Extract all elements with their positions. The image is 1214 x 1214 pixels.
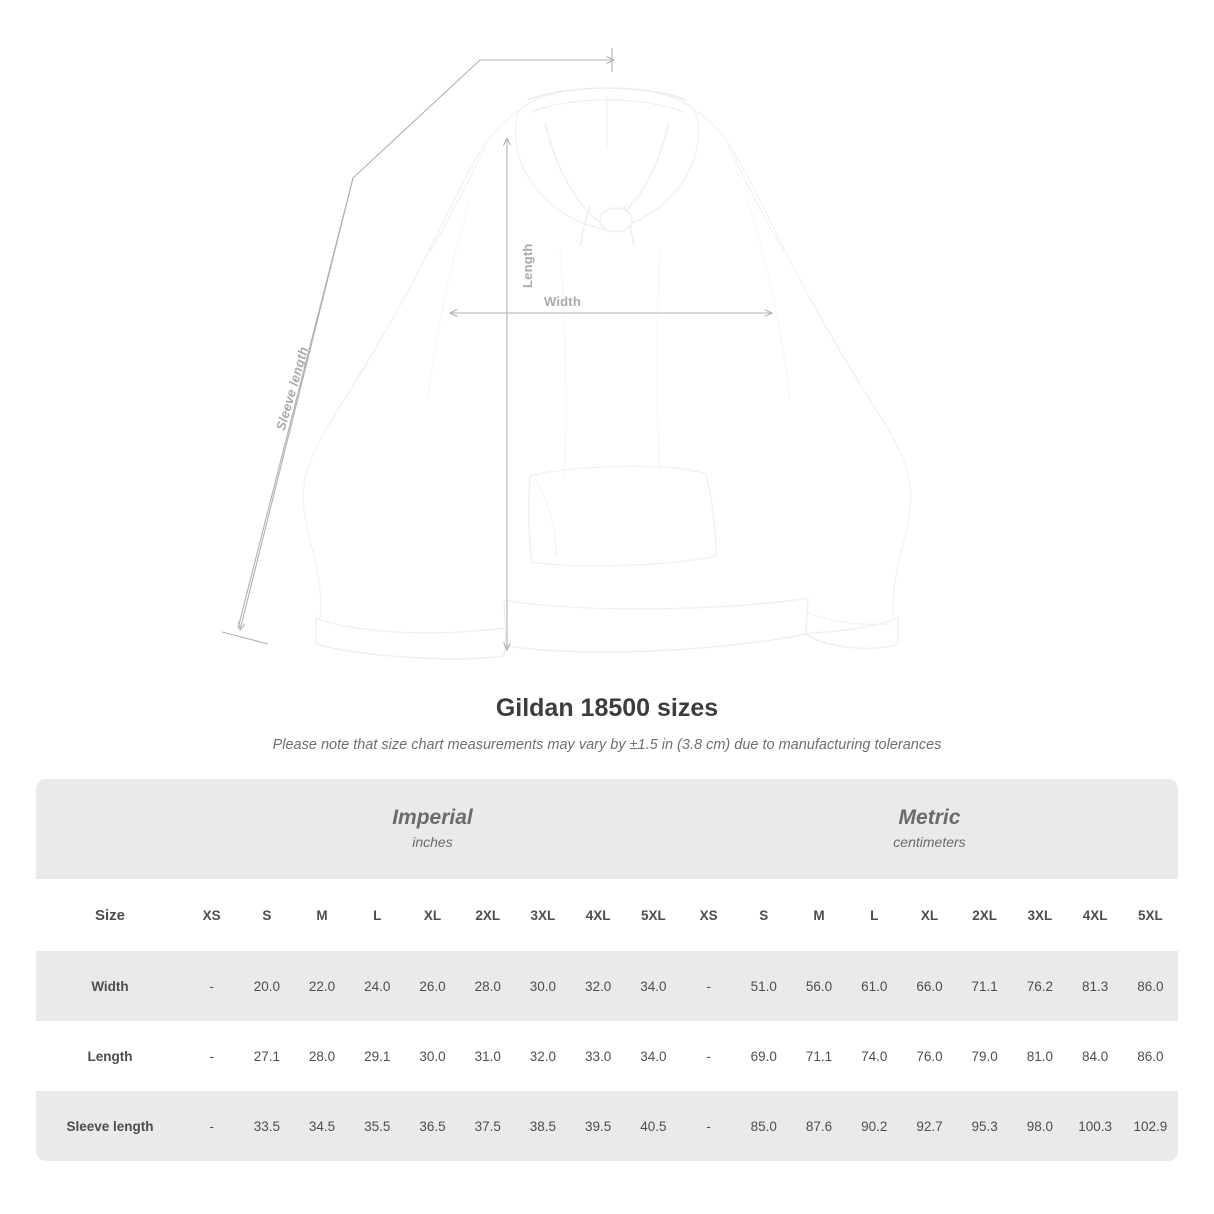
table-row (36, 951, 1178, 1021)
length-label: Length (520, 243, 535, 288)
cell-sleeve-metric-l: 90.2 (847, 1091, 902, 1161)
cell-width-imperial-s: 20.0 (239, 951, 294, 1021)
cell-sleeve-imperial-5xl: 40.5 (626, 1091, 681, 1161)
cell-length-metric-xl: 76.0 (902, 1021, 957, 1091)
size-header-label: Size (36, 879, 184, 951)
hoodie-shape (303, 88, 911, 659)
row-label-sleeve-length: Sleeve length (36, 1091, 184, 1161)
cell-sleeve-metric-xs: - (681, 1091, 736, 1161)
cell-length-imperial-s: 27.1 (239, 1021, 294, 1091)
cell-width-imperial-4xl: 32.0 (571, 951, 626, 1021)
cell-length-imperial-xl: 30.0 (405, 1021, 460, 1091)
cell-sleeve-imperial-l: 35.5 (350, 1091, 405, 1161)
cell-sleeve-imperial-s: 33.5 (239, 1091, 294, 1161)
cell-width-metric-m: 56.0 (791, 951, 846, 1021)
cell-width-metric-4xl: 81.3 (1068, 951, 1123, 1021)
size-header-metric-xl: XL (902, 879, 957, 951)
page-title: Gildan 18500 sizes (495, 694, 719, 722)
size-header-metric-5xl: 5XL (1123, 879, 1178, 951)
cell-width-metric-3xl: 76.2 (1012, 951, 1067, 1021)
size-header-metric-m: M (791, 879, 846, 951)
cell-width-metric-l: 61.0 (847, 951, 902, 1021)
size-header-imperial-l: L (350, 879, 405, 951)
size-header-imperial-5xl: 5XL (626, 879, 681, 951)
row-label-length: Length (36, 1021, 184, 1091)
cell-length-metric-xs: - (681, 1021, 736, 1091)
unit-group-imperial-sub: inches (412, 833, 453, 850)
cell-length-imperial-xs: - (184, 1021, 239, 1091)
unit-group-imperial-name: Imperial (392, 805, 473, 829)
cell-length-metric-m: 71.1 (791, 1021, 846, 1091)
cell-width-metric-2xl: 71.1 (957, 951, 1012, 1021)
size-table (36, 779, 1178, 1161)
cell-length-imperial-m: 28.0 (294, 1021, 349, 1091)
cell-width-imperial-l: 24.0 (350, 951, 405, 1021)
cell-length-metric-4xl: 84.0 (1068, 1021, 1123, 1091)
sleeve-length-label: Sleeve length (273, 344, 312, 433)
cell-sleeve-imperial-xs: - (184, 1091, 239, 1161)
size-header-imperial-m: M (294, 879, 349, 951)
cell-width-imperial-m: 22.0 (294, 951, 349, 1021)
cell-sleeve-metric-s: 85.0 (736, 1091, 791, 1161)
cell-width-imperial-5xl: 34.0 (626, 951, 681, 1021)
size-header-metric-2xl: 2XL (957, 879, 1012, 951)
cell-sleeve-metric-m: 87.6 (791, 1091, 846, 1161)
cell-sleeve-imperial-4xl: 39.5 (571, 1091, 626, 1161)
cell-length-metric-s: 69.0 (736, 1021, 791, 1091)
cell-width-imperial-xl: 26.0 (405, 951, 460, 1021)
size-header-imperial-4xl: 4XL (571, 879, 626, 951)
cell-sleeve-metric-3xl: 98.0 (1012, 1091, 1067, 1161)
size-header-imperial-xs: XS (184, 879, 239, 951)
cell-sleeve-metric-5xl: 102.9 (1123, 1091, 1178, 1161)
table-row (36, 1091, 1178, 1161)
cell-width-imperial-xs: - (184, 951, 239, 1021)
unit-spacer-cell (36, 779, 184, 879)
cell-length-metric-5xl: 86.0 (1123, 1021, 1178, 1091)
size-header-row (36, 879, 1178, 951)
cell-sleeve-imperial-xl: 36.5 (405, 1091, 460, 1161)
cell-sleeve-metric-4xl: 100.3 (1068, 1091, 1123, 1161)
size-header-imperial-s: S (239, 879, 294, 951)
size-header-metric-s: S (736, 879, 791, 951)
size-header-imperial-3xl: 3XL (515, 879, 570, 951)
cell-sleeve-imperial-3xl: 38.5 (515, 1091, 570, 1161)
size-header-imperial-xl: XL (405, 879, 460, 951)
size-header-metric-l: L (847, 879, 902, 951)
cell-width-imperial-3xl: 30.0 (515, 951, 570, 1021)
size-header-metric-xs: XS (681, 879, 736, 951)
unit-group-metric (681, 779, 1178, 879)
cell-length-imperial-5xl: 34.0 (626, 1021, 681, 1091)
cell-length-metric-2xl: 79.0 (957, 1021, 1012, 1091)
cell-length-imperial-4xl: 33.0 (571, 1021, 626, 1091)
cell-sleeve-imperial-m: 34.5 (294, 1091, 349, 1161)
cell-length-imperial-l: 29.1 (350, 1021, 405, 1091)
size-header-imperial-2xl: 2XL (460, 879, 515, 951)
table-row (36, 1021, 1178, 1091)
size-table-wrapper (36, 779, 1178, 1161)
cell-sleeve-metric-2xl: 95.3 (957, 1091, 1012, 1161)
cell-sleeve-metric-xl: 92.7 (902, 1091, 957, 1161)
width-label: Width (544, 294, 581, 309)
unit-group-row (36, 779, 1178, 879)
cell-sleeve-imperial-2xl: 37.5 (460, 1091, 515, 1161)
unit-group-imperial (184, 779, 681, 879)
cell-length-metric-3xl: 81.0 (1012, 1021, 1067, 1091)
size-header-metric-3xl: 3XL (1012, 879, 1067, 951)
size-header-metric-4xl: 4XL (1068, 879, 1123, 951)
unit-group-metric-name: Metric (898, 805, 961, 829)
cell-width-metric-xl: 66.0 (902, 951, 957, 1021)
cell-width-imperial-2xl: 28.0 (460, 951, 515, 1021)
cell-length-imperial-2xl: 31.0 (460, 1021, 515, 1091)
cell-width-metric-5xl: 86.0 (1123, 951, 1178, 1021)
cell-length-imperial-3xl: 32.0 (515, 1021, 570, 1091)
tolerance-note: Please note that size chart measurements may vary by ±1.5 in (3.8 cm) due to manufacturing tolerances (272, 737, 942, 753)
cell-width-metric-s: 51.0 (736, 951, 791, 1021)
cell-length-metric-l: 74.0 (847, 1021, 902, 1091)
cell-width-metric-xs: - (681, 951, 736, 1021)
row-label-width: Width (36, 951, 184, 1021)
unit-group-metric-sub: centimeters (893, 833, 966, 850)
